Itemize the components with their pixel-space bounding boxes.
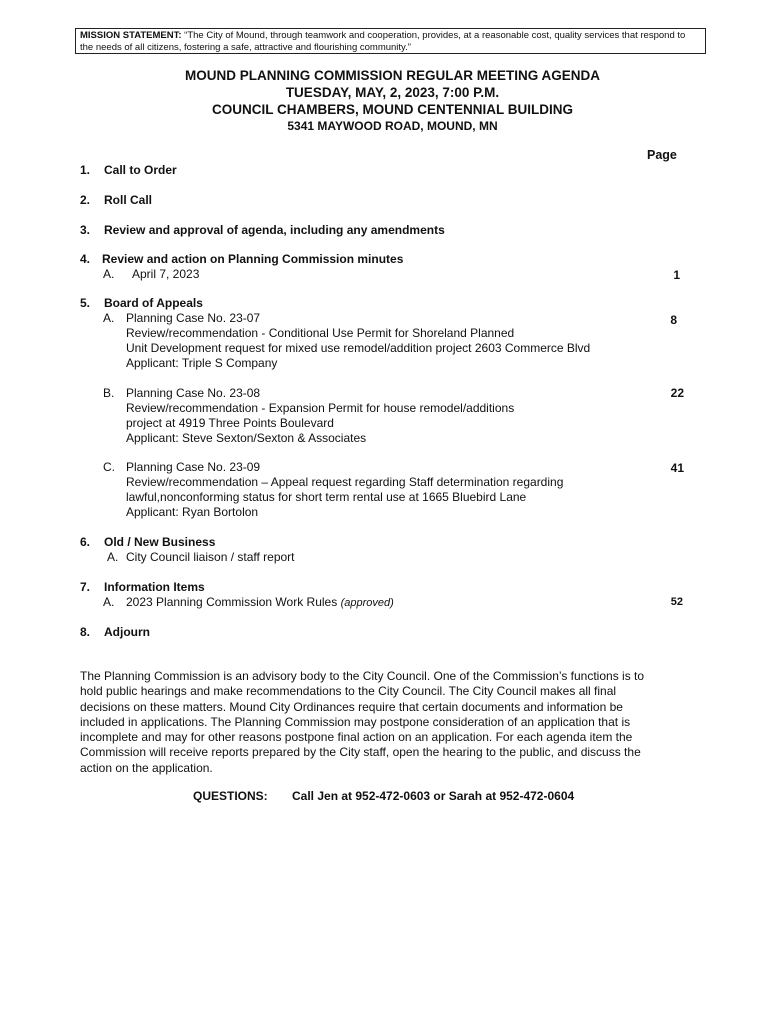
item-5a-line4: Applicant: Triple S Company	[126, 356, 278, 370]
paragraph-line: The Planning Commission is an advisory body to the City Council. One of the Commission’s functions is to	[80, 669, 645, 683]
item-5a-letter: A.	[103, 311, 115, 325]
page-column-label: Page	[647, 148, 677, 162]
mission-label: MISSION STATEMENT:	[80, 30, 182, 41]
paragraph-line: decisions on these matters. Mound City Ordinances require that certain documents and information be	[80, 699, 623, 714]
commission-info-paragraph	[80, 669, 692, 776]
item-7a-note: (approved)	[340, 597, 394, 609]
item-number: 8.	[80, 625, 91, 639]
paragraph-line: Commission will receive reports prepared by the City staff, open the hearing to the public, and discuss the	[80, 745, 641, 760]
item-5b-line3: project at 4919 Three Points Boulevard	[126, 416, 334, 430]
item-6a-letter: A.	[107, 550, 119, 564]
item-title: Roll Call	[104, 193, 153, 207]
item-5a-line1: Planning Case No. 23-07	[126, 311, 261, 325]
item-title: Board of Appeals	[104, 296, 203, 310]
item-7a-letter: A.	[103, 595, 115, 609]
item-7a-page: 52	[670, 596, 683, 608]
meeting-location: COUNCIL CHAMBERS, MOUND CENTENNIAL BUILDING	[212, 102, 573, 117]
item-5c-line3: lawful,nonconforming status for short term rental use at 1665 Bluebird Lane	[126, 490, 527, 504]
item-5a-line3: Unit Development request for mixed use remodel/addition project 2603 Commerce Blvd	[126, 341, 591, 355]
item-number: 3.	[80, 223, 91, 237]
mission-text: “The City of Mound, through teamwork and cooperation, provides, at a reasonable cost, quality services that respond to the needs of all citizens, fostering a safe, attractive and flourishing community.”	[80, 30, 686, 53]
questions-label: QUESTIONS:	[193, 789, 268, 803]
item-4a-text: April 7, 2023	[132, 267, 200, 281]
item-title: Old / New Business	[104, 535, 216, 549]
item-number: 7.	[80, 580, 91, 594]
item-5c-line1: Planning Case No. 23-09	[126, 460, 261, 474]
paragraph-line: action on the application.	[80, 760, 213, 775]
questions-contact: Call Jen at 952-472-0603 or Sarah at 952-472-0604	[292, 789, 575, 803]
item-4a-page: 1	[673, 268, 680, 282]
item-number: 2.	[80, 193, 91, 207]
meeting-date: TUESDAY, MAY, 2, 2023, 7:00 P.M.	[285, 85, 500, 100]
paragraph-line: hold public hearings and make recommendations to the City Council. The City Council makes all final	[80, 684, 617, 699]
item-5a-page: 8	[670, 313, 677, 327]
item-5b-letter: B.	[103, 386, 115, 400]
item-title: Information Items	[104, 580, 205, 594]
item-title: Adjourn	[104, 625, 150, 639]
item-number: 1.	[80, 163, 91, 177]
item-5c-block	[126, 460, 563, 520]
agenda-title: MOUND PLANNING COMMISSION REGULAR MEETING AGENDA	[185, 68, 600, 83]
item-number: 4.	[80, 252, 91, 266]
meeting-address: 5341 MAYWOOD ROAD, MOUND, MN	[287, 119, 498, 133]
item-title: Review and approval of agenda, including any amendments	[104, 223, 445, 237]
item-5b-line2: Review/recommendation - Expansion Permit for house remodel/additions	[126, 401, 515, 415]
item-5a-line2: Review/recommendation - Conditional Use Permit for Shoreland Planned	[126, 326, 515, 340]
item-6a-text: City Council liaison / staff report	[126, 550, 295, 564]
item-number: 5.	[80, 296, 91, 310]
mission-statement-box	[75, 28, 706, 54]
item-7a-block	[126, 595, 394, 611]
item-5b-page: 22	[670, 386, 684, 400]
paragraph-line: included in applications. The Planning Commission may postpone consideration of an application that is	[80, 714, 631, 729]
item-5c-line4: Applicant: Ryan Bortolon	[126, 505, 259, 519]
item-7a-text: 2023 Planning Commission Work Rules	[126, 595, 338, 609]
item-title: Call to Order	[104, 163, 177, 177]
item-4a-letter: A.	[103, 267, 115, 281]
item-5c-letter: C.	[103, 460, 115, 474]
item-5b-line4: Applicant: Steve Sexton/Sexton & Associates	[126, 431, 367, 445]
item-5a-block	[126, 311, 590, 371]
item-5c-line2: Review/recommendation – Appeal request regarding Staff determination regarding	[126, 475, 564, 489]
item-5b-line1: Planning Case No. 23-08	[126, 386, 261, 400]
item-number: 6.	[80, 535, 91, 549]
paragraph-line: incomplete and may for other reasons postpone final action on an application. For each agenda item the	[80, 730, 633, 745]
item-title: Review and action on Planning Commission minutes	[102, 252, 404, 266]
item-5c-page: 41	[670, 461, 684, 475]
item-5b-block	[126, 386, 514, 446]
